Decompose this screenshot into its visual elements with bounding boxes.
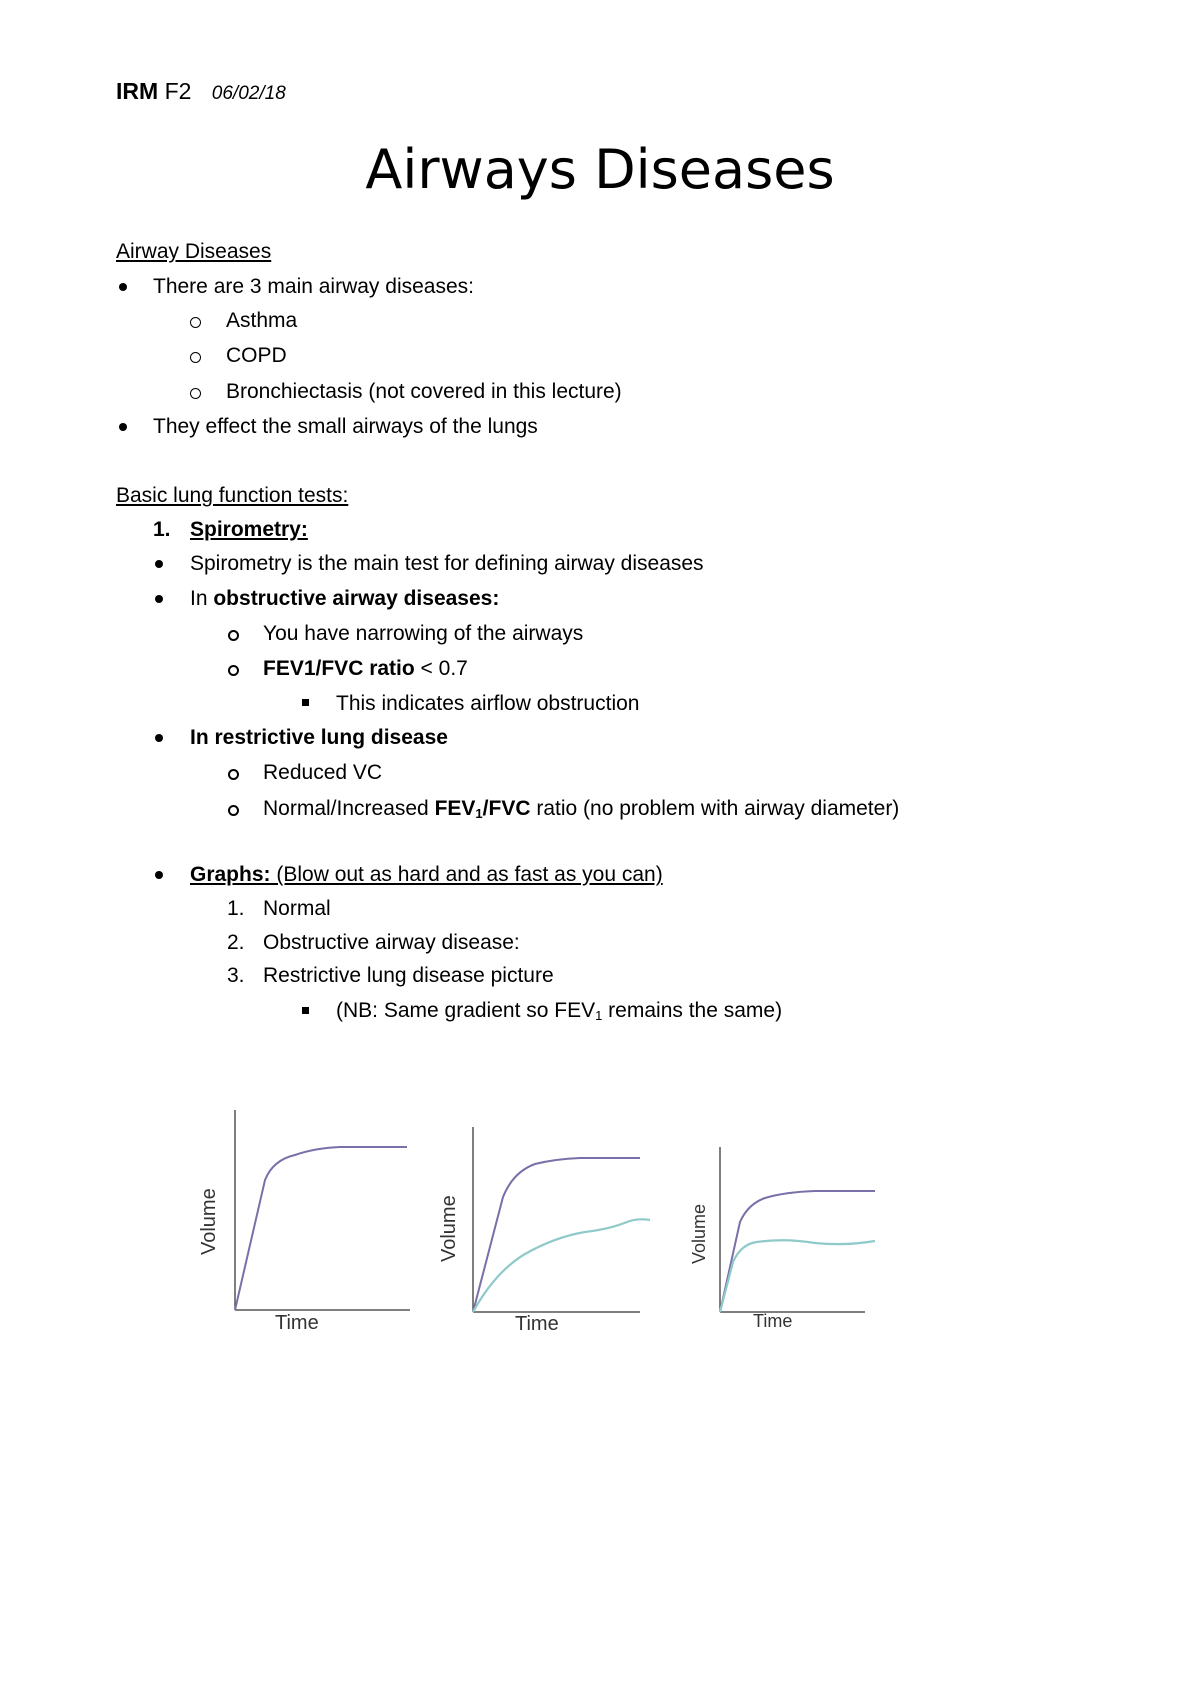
square-bullet-icon — [302, 1007, 309, 1014]
list-item-asthma: Asthma — [226, 309, 298, 332]
fev-label: FEV — [434, 797, 476, 820]
bullet-icon — [155, 560, 163, 568]
normal-curve — [235, 1147, 407, 1310]
fvc-label: /FVC — [482, 797, 531, 820]
sub-fev1-fvc-ratio — [263, 656, 468, 682]
graph-item-number: 2. — [227, 931, 245, 954]
x-axis-label: Time — [515, 1313, 559, 1335]
note-prefix: (NB: Same gradient so FEV — [336, 999, 596, 1022]
bullet-graphs — [190, 862, 663, 888]
fev-subscript: 1 — [475, 806, 483, 821]
y-axis-label: Volume — [198, 1188, 220, 1255]
sub-narrowing-airways: You have narrowing of the airways — [263, 622, 584, 645]
note-same-gradient — [336, 998, 782, 1024]
section-heading-airway-diseases: Airway Diseases — [116, 240, 272, 263]
bullet-icon — [155, 734, 163, 742]
graph-item-normal: Normal — [263, 897, 331, 920]
module-code: IRM — [116, 78, 159, 104]
sub-reduced-vc: Reduced VC — [263, 761, 383, 784]
graph-obstructive — [435, 1122, 665, 1337]
graph-item-number: 3. — [227, 964, 245, 987]
square-bullet-icon — [302, 699, 309, 706]
circle-bullet-icon — [228, 630, 239, 641]
obstructive-label: obstructive airway diseases: — [213, 587, 500, 610]
x-axis-label: Time — [753, 1311, 793, 1331]
normal-increased-prefix: Normal/Increased — [263, 797, 435, 820]
y-axis-label: Volume — [438, 1195, 460, 1262]
note-suffix: remains the same) — [602, 999, 783, 1022]
fev1-fvc-threshold: < 0.7 — [414, 657, 468, 680]
section-heading-lung-function: Basic lung function tests: — [116, 484, 349, 507]
bullet-spirometry-main-test: Spirometry is the main test for defining airway diseases — [190, 552, 704, 575]
doc-header — [116, 78, 286, 105]
sub-airflow-obstruction: This indicates airflow obstruction — [336, 692, 640, 715]
circle-bullet-icon — [190, 317, 201, 328]
group-code: F2 — [164, 78, 192, 104]
obstructive-curve — [473, 1219, 650, 1312]
graph-item-restrictive: Restrictive lung disease picture — [263, 964, 554, 987]
page-title: Airways Diseases — [365, 138, 835, 201]
bullet-icon — [119, 423, 127, 431]
bullet-obstructive — [190, 586, 499, 612]
ratio-description: ratio (no problem with airway diameter) — [530, 797, 900, 820]
normal-curve — [720, 1191, 875, 1312]
fev1-fvc-label: FEV1/FVC ratio — [263, 657, 415, 680]
x-axis-label: Time — [275, 1312, 319, 1334]
numbered-item-1-number: 1. — [153, 518, 171, 541]
sub-normal-increased-ratio — [263, 796, 899, 822]
graphs-instruction: (Blow out as hard and as fast as you can) — [270, 863, 663, 886]
spirometry-label: Spirometry: — [190, 518, 308, 541]
graph-restrictive — [685, 1142, 885, 1332]
bullet-three-diseases: There are 3 main airway diseases: — [153, 275, 474, 298]
graph-normal — [195, 1105, 425, 1335]
circle-bullet-icon — [190, 352, 201, 363]
note-subscript: 1 — [595, 1008, 603, 1023]
restrictive-curve — [720, 1240, 875, 1312]
list-item-copd: COPD — [226, 344, 287, 367]
bullet-small-airways: They effect the small airways of the lungs — [153, 415, 538, 438]
circle-bullet-icon — [190, 388, 201, 399]
bullet-icon — [119, 283, 127, 291]
circle-bullet-icon — [228, 805, 239, 816]
list-item-bronchiectasis: Bronchiectasis (not covered in this lecture) — [226, 380, 622, 403]
y-axis-label: Volume — [689, 1203, 709, 1264]
bullet-restrictive: In restrictive lung disease — [190, 726, 448, 749]
bullet-icon — [155, 871, 163, 879]
doc-date: 06/02/18 — [211, 83, 286, 104]
graph-item-obstructive: Obstructive airway disease: — [263, 931, 520, 954]
bullet-icon — [155, 595, 163, 603]
circle-bullet-icon — [228, 665, 239, 676]
circle-bullet-icon — [228, 769, 239, 780]
obstructive-prefix: In — [190, 587, 214, 610]
graph-item-number: 1. — [227, 897, 245, 920]
normal-curve — [473, 1158, 640, 1312]
graphs-label: Graphs: — [190, 863, 271, 886]
